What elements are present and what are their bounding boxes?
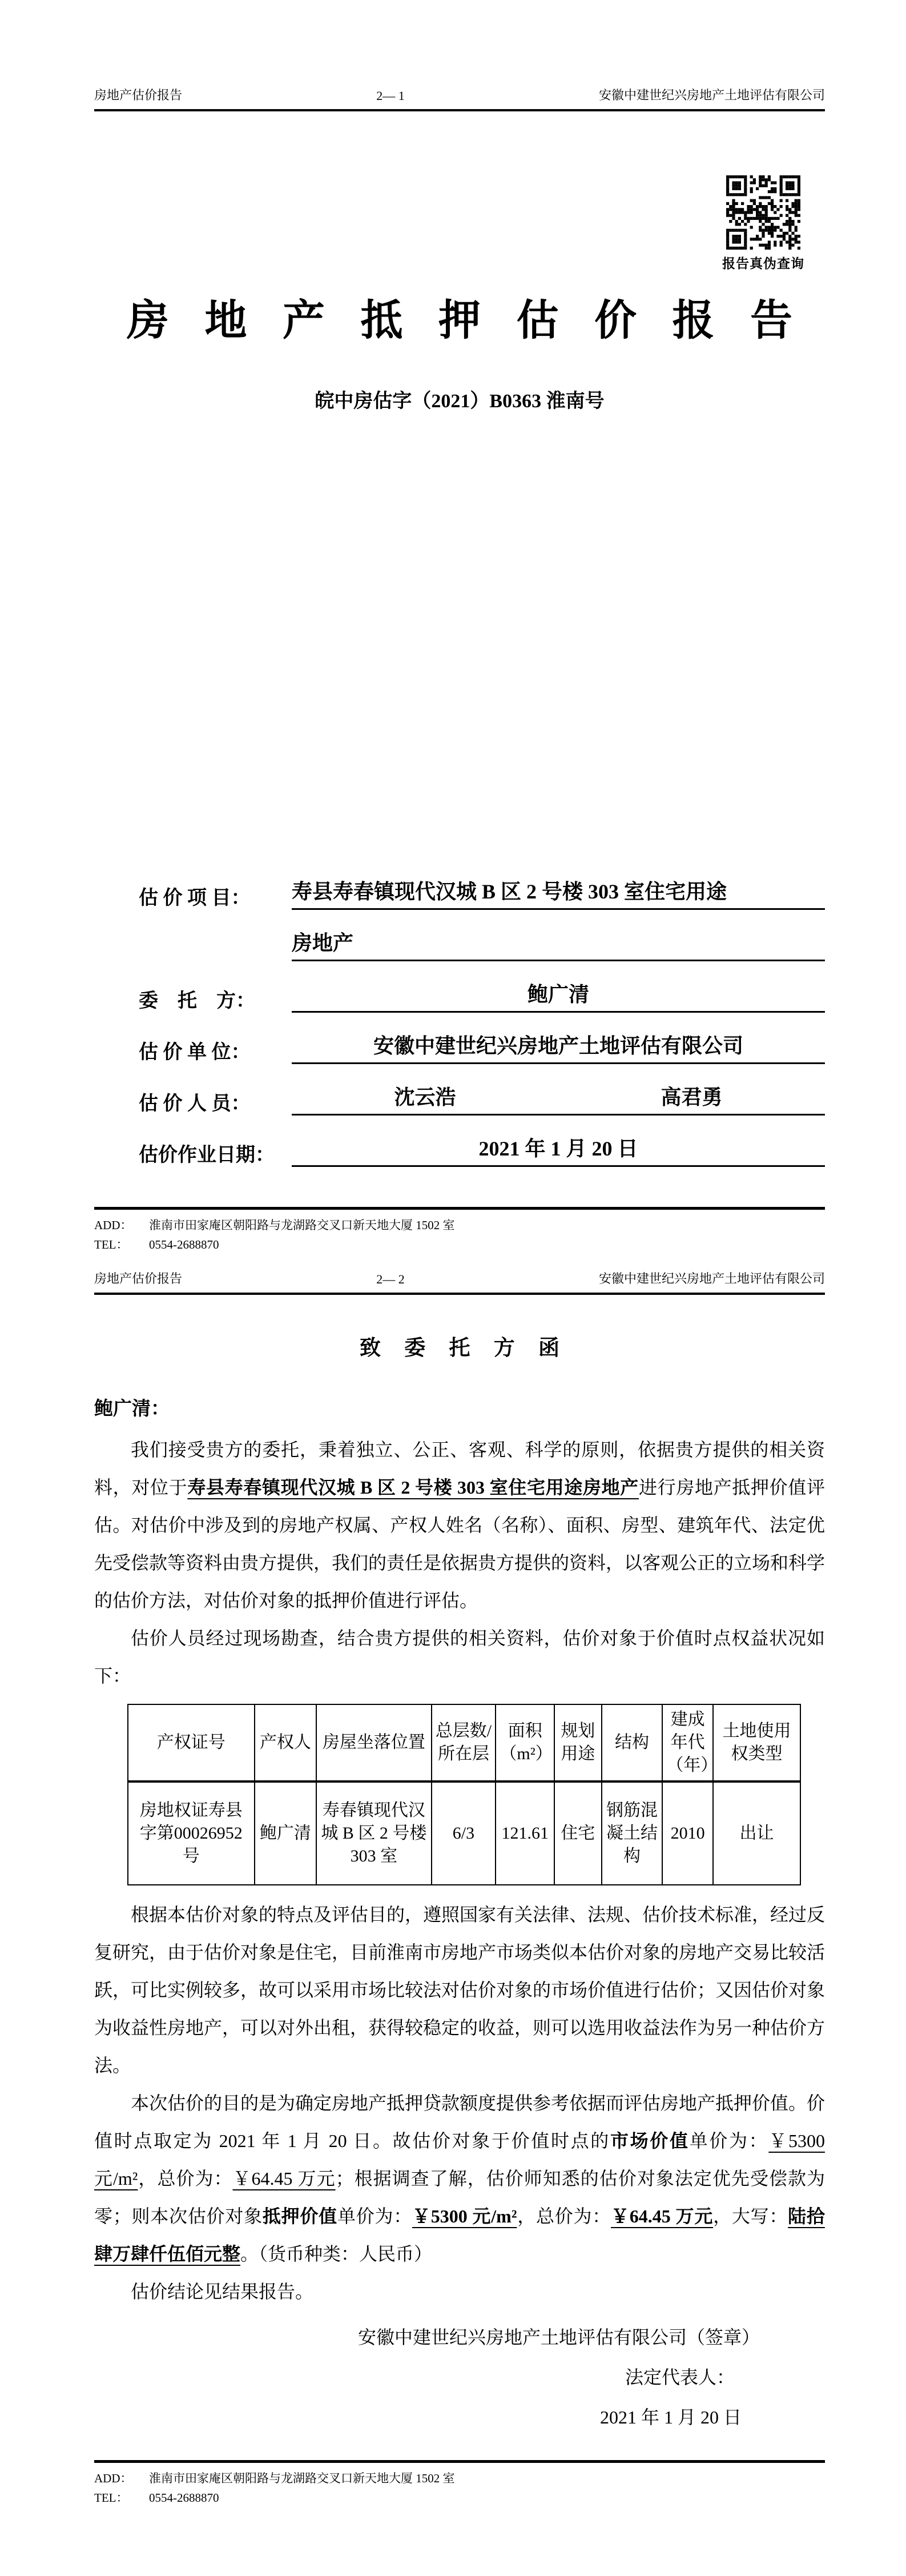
- report-doc-number: 皖中房估字（2021）B0363 淮南号: [315, 391, 605, 412]
- page1-running-header: [94, 86, 825, 111]
- letter-title: 致 委 托 方 函: [360, 1337, 569, 1360]
- qr-block: [712, 175, 815, 272]
- header-page-number: 2— 2: [376, 1272, 405, 1286]
- letter-paragraph-2: 估价人员经过现场勘查，结合贵方提供的相关资料，估价对象于价值时点权益状况如下：: [94, 1628, 825, 1686]
- col-area: 面积（m²）: [496, 1704, 554, 1781]
- page1-running-footer: [94, 1207, 825, 1254]
- para4-seg-mortgage-value: 抵押价值: [262, 2206, 337, 2226]
- cell-year-built: 2010: [662, 1781, 713, 1885]
- para4-seg-total-price: ￥64.45 万元: [232, 2168, 336, 2189]
- footer-phone-row: [94, 1235, 825, 1254]
- field-project-continuation: [292, 927, 825, 961]
- para4-seg-market-value: 市场价值: [610, 2130, 690, 2151]
- footer-phone-label: TEL：: [94, 1238, 128, 1251]
- para4-seg-mortgage-total: ￥64.45 万元: [611, 2206, 714, 2226]
- header-company-name: 安徽中建世纪兴房地产土地评估有限公司: [598, 1271, 825, 1286]
- col-planned-use: 规划用途: [554, 1704, 602, 1781]
- letter-paragraph-5: 估价结论见结果报告。: [131, 2281, 314, 2302]
- footer-address-value: 淮南市田家庵区朝阳路与龙湖路交叉口新天地大厦 1502 室: [149, 1218, 455, 1232]
- para4-seg-amount-in-words: 陆拾肆万肆仟伍佰元整: [94, 2206, 825, 2264]
- field-agency: [139, 1030, 825, 1064]
- letter-salutation: 鲍广清：: [94, 1399, 170, 1419]
- para4-seg-normal: 单价为：: [337, 2206, 412, 2226]
- para4-seg-normal: ；根据调查了解，估价师知悉的估价对象法定优先受偿款为零；则本次估价对象: [94, 2168, 825, 2226]
- cover-form: [94, 876, 825, 1167]
- letter-paragraph-3: 根据本估价对象的特点及评估目的，遵照国家有关法律、法规、估价技术标准，经过反复研究，由于估价对象是住宅，目前淮南市房地产市场类似本估价对象的房地产交易比较活跃，可比实例较多，故可以采用市场比较法对估价对象的市场价值进行估价；又因估价对象为收益性房地产，可以对外出租，获得较稳定的收益，则可以选用收益法作为另一种估价方法。: [94, 1904, 826, 2076]
- para4-seg-mortgage-unit-price: ￥5300 元/m²: [412, 2206, 517, 2226]
- closing-legal-representative: 法定代表人：: [625, 2367, 735, 2388]
- col-owner: 产权人: [255, 1704, 317, 1781]
- footer-phone-value: 0554-2688870: [149, 2491, 219, 2505]
- col-location: 房屋坐落位置: [316, 1704, 431, 1781]
- header-company-name: 安徽中建世纪兴房地产土地评估有限公司: [598, 88, 825, 102]
- closing-company-signature: 安徽中建世纪兴房地产土地评估有限公司（签章）: [358, 2327, 760, 2348]
- footer-address-label: ADD：: [94, 2471, 132, 2485]
- letter-paragraph-1: [94, 1431, 825, 1619]
- field-staff-value: [292, 1081, 825, 1116]
- col-land-right-type: 土地使用权类型: [713, 1704, 800, 1781]
- col-floors: 总层数/所在层: [432, 1704, 496, 1781]
- field-project-label: 估 价 项 目：: [139, 888, 251, 909]
- para4-seg-normal: 本次估价的目的是为确定房地产抵押贷款额度提供参考依据而评估房地产抵押价值。价值时点取定为 2021 年 1 月 20 日。故估价对象于价值时点的: [94, 2093, 826, 2151]
- footer-address-value: 淮南市田家庵区朝阳路与龙湖路交叉口新天地大厦 1502 室: [149, 2471, 455, 2485]
- footer-address-label: ADD：: [94, 1218, 132, 1232]
- header-doc-type: 房地产估价报告: [94, 88, 183, 102]
- letter-paragraph-4: [94, 2084, 825, 2273]
- field-date: [139, 1133, 825, 1167]
- cell-land-right-type: 出让: [713, 1781, 800, 1885]
- col-year-built: 建成年代（年）: [662, 1704, 713, 1781]
- cell-location: 寿春镇现代汉城 B 区 2 号楼 303 室: [316, 1781, 431, 1885]
- page-1: [94, 86, 825, 1254]
- footer-address-row: [94, 2469, 825, 2488]
- para1-seg-normal: 我们接受贵方的委托，秉着独立、公正、客观、科学的原则，依据贵方提供的相关资料，对位于: [94, 1439, 825, 1498]
- field-client-value: 鲍广清: [292, 978, 825, 1013]
- para4-seg-normal: 单价为：: [689, 2130, 769, 2151]
- col-deed-number: 产权证号: [128, 1704, 255, 1781]
- report-title: 房 地 产 抵 押 估 价 报 告: [127, 298, 805, 344]
- para4-seg-normal: ，总价为：: [517, 2206, 611, 2226]
- table-header-row: [128, 1704, 800, 1781]
- appraiser-2: 高君勇: [661, 1086, 723, 1109]
- closing-date: 2021 年 1 月 20 日: [600, 2407, 742, 2427]
- para1-seg-property: 寿县寿春镇现代汉城 B 区 2 号楼 303 室住宅用途房地产: [187, 1477, 639, 1498]
- para4-seg-normal: 。（货币种类：人民币）: [240, 2244, 433, 2264]
- field-staff: [139, 1081, 825, 1116]
- field-project-value-line1: 寿县寿春镇现代汉城 B 区 2 号楼 303 室住宅用途: [292, 876, 825, 910]
- footer-phone-value: 0554-2688870: [149, 1238, 219, 1251]
- page2-running-header: [94, 1269, 825, 1295]
- property-rights-table: [127, 1704, 801, 1885]
- header-doc-type: 房地产估价报告: [94, 1271, 183, 1286]
- qr-caption: 报告真伪查询: [722, 256, 804, 271]
- field-client: [139, 978, 825, 1013]
- footer-phone-row: [94, 2488, 825, 2507]
- cell-owner: 鲍广清: [255, 1781, 317, 1885]
- cell-area: 121.61: [496, 1781, 554, 1885]
- appraiser-1: 沈云浩: [394, 1086, 456, 1109]
- cell-planned-use: 住宅: [554, 1781, 602, 1885]
- header-page-number: 2— 1: [376, 89, 405, 103]
- field-project: [139, 876, 825, 910]
- para4-seg-unit-price: ￥5300 元/m²: [94, 2130, 825, 2189]
- page2-running-footer: [94, 2460, 825, 2507]
- field-date-value: 2021 年 1 月 20 日: [292, 1133, 825, 1167]
- cell-floors: 6/3: [432, 1781, 496, 1885]
- qr-code: [712, 175, 815, 250]
- cell-structure: 钢筋混凝土结构: [602, 1781, 663, 1885]
- field-client-label: 委 托 方：: [139, 990, 255, 1012]
- field-agency-label: 估 价 单 位：: [139, 1042, 251, 1063]
- field-date-label: 估价作业日期：: [139, 1145, 275, 1166]
- para4-seg-normal: ，总价为：: [138, 2168, 233, 2189]
- footer-phone-label: TEL：: [94, 2491, 128, 2505]
- field-staff-label: 估 价 人 员：: [139, 1093, 251, 1114]
- cell-deed-number: 房地权证寿县字第00026952 号: [128, 1781, 255, 1885]
- page-2: [94, 1269, 825, 2507]
- col-structure: 结构: [602, 1704, 663, 1781]
- field-agency-value: 安徽中建世纪兴房地产土地评估有限公司: [292, 1030, 825, 1064]
- footer-address-row: [94, 1215, 825, 1235]
- table-row: [128, 1781, 800, 1885]
- field-project-value-line2: 房地产: [292, 927, 825, 961]
- para4-seg-normal: ，大写：: [713, 2206, 788, 2226]
- para1-seg-normal: 进行房地产抵押价值评估。对估价中涉及到的房地产权属、产权人姓名（名称）、面积、房型、建筑年代、法定优先受偿款等资料由贵方提供，我们的责任是依据贵方提供的资料，以客观公正的立场和科学的估价方法，对估价对象的抵押价值进行评估。: [94, 1477, 826, 1611]
